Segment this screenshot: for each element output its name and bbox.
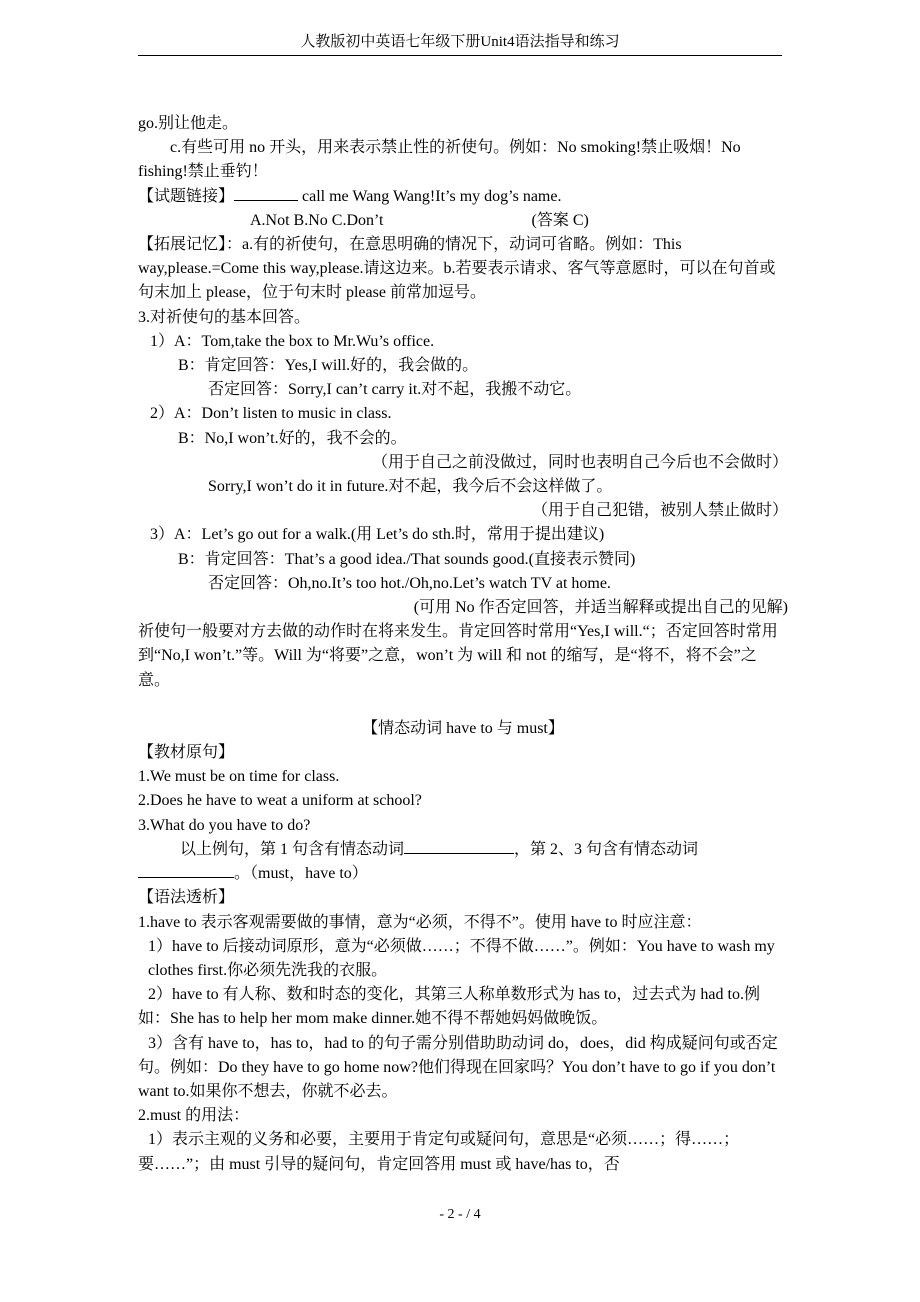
- text-line: Sorry,I won’t do it in future.对不起，我今后不会这样做了。: [208, 478, 613, 496]
- text-paragraph: 1）have to 后接动词原形，意为“必须做……；不得不做……”。例如：You have to wash my clothes first.你必须先洗我的衣服。: [148, 937, 775, 979]
- fill-in-line: [138, 862, 788, 886]
- text-line: B：肯定回答：That’s a good idea./That sounds good.(直接表示赞同): [178, 550, 636, 568]
- text-line: 3）A：Let’s go out for a walk.(用 Let’s do sth.时，常用于提出建议): [150, 526, 605, 544]
- text-line: B：肯定回答：Yes,I will.好的，我会做的。: [178, 357, 479, 375]
- options-line: [138, 209, 788, 233]
- text-line: 否定回答：Oh,no.It’s too hot./Oh,no.Let’s watch TV at home.: [208, 574, 611, 592]
- text-line: （用于自己之前没做过，同时也表明自己今后也不会做时）: [371, 453, 788, 471]
- section-label: 【教材原句】: [138, 744, 235, 762]
- fill-in-text: 以上例句，第 1 句含有情态动词: [180, 840, 405, 858]
- example-sentence: 1.We must be on time for class.: [138, 768, 340, 786]
- page-header: 人教版初中英语七年级下册Unit4语法指导和练习: [138, 30, 782, 56]
- text-line: go.别让他走。: [138, 115, 239, 132]
- text-line: 2）A：Don’t listen to music in class.: [150, 405, 392, 423]
- fill-in-text: ，第 2、3 句含有情态动词: [514, 840, 699, 858]
- section-label: 【语法透析】: [138, 889, 235, 907]
- text-line: 否定回答：Sorry,I can’t carry it.对不起，我搬不动它。: [208, 381, 582, 399]
- example-sentence: 2.Does he have to weat a uniform at school?: [138, 792, 422, 810]
- section-title: 【情态动词 have to 与 must】: [362, 719, 564, 737]
- text-paragraph: 1.have to 表示客观需要做的事情，意为“必须，不得不”。使用 have to 时应注意：: [138, 913, 702, 931]
- answer-blank: [404, 853, 514, 854]
- page-number: - 2 - / 4: [439, 1207, 481, 1222]
- text-line: （用于自己犯错，被别人禁止做时）: [531, 502, 788, 520]
- text-line: 2.must 的用法：: [138, 1107, 250, 1125]
- text-paragraph: 【拓展记忆】：a.有的祈使句，在意思明确的情况下，动词可省略。例如：This way,please.=Come this way,please.请这边来。b.若要表示请求、客气等意愿时，可以在句首或句末加上 please，位于句末时 please 前常加逗号。: [138, 236, 776, 302]
- text-paragraph: c.有些可用 no 开头，用来表示禁止性的祈使句。例如：No smoking!禁止吸烟！No fishing!禁止垂钓！: [138, 139, 741, 181]
- exercise-text: call me Wang Wang!It’s my dog’s name.: [298, 187, 562, 205]
- exercise-label: 【试题链接】: [138, 187, 235, 205]
- text-paragraph: 3）含有 have to，has to，had to 的句子需分别借助助动词 do，does，did 构成疑问句或否定句。例如：Do they have to go home now?他们得现在回家吗？You don’t have to go if you don’t want to.如果你不想去，你就不必去。: [138, 1034, 778, 1100]
- fill-in-line: [138, 838, 788, 862]
- fill-in-text: 。（must，have to）: [234, 865, 368, 883]
- exercise-line: [138, 185, 788, 209]
- answer-blank: [234, 200, 298, 201]
- example-sentence: 3.What do you have to do?: [138, 816, 311, 834]
- text-line: 3.对祈使句的基本回答。: [138, 308, 311, 326]
- text-paragraph: 2）have to 有人称、数和时态的变化，其第三人称单数形式为 has to，过去式为 had to.例如：She has to help her mom make dinner.她不得不帮她妈妈做晚饭。: [138, 986, 760, 1028]
- answer-options: A.Not B.No C.Don’t: [250, 211, 384, 229]
- answer-key: (答案 C): [531, 211, 589, 229]
- text-paragraph: 祈使句一般要对方去做的动作时在将来发生。肯定回答时常用“Yes,I will.“；否定回答时常用到“No,I won’t.”等。Will 为“将要”之意，won’t 为 will 和 not 的缩写，是“将不，将不会”之意。: [138, 623, 778, 689]
- answer-blank: [138, 877, 234, 878]
- text-line: B：No,I won’t.好的，我不会的。: [178, 429, 407, 447]
- document-body: [138, 112, 788, 1177]
- text-line: (可用 No 作否定回答，并适当解释或提出自己的见解): [413, 599, 788, 617]
- text-paragraph: 1）表示主观的义务和必要，主要用于肯定句或疑问句，意思是“必须……；得……；要……”；由 must 引导的疑问句，肯定回答用 must 或 have/has to，否: [138, 1131, 740, 1173]
- text-line: 1）A：Tom,take the box to Mr.Wu’s office.: [150, 332, 435, 350]
